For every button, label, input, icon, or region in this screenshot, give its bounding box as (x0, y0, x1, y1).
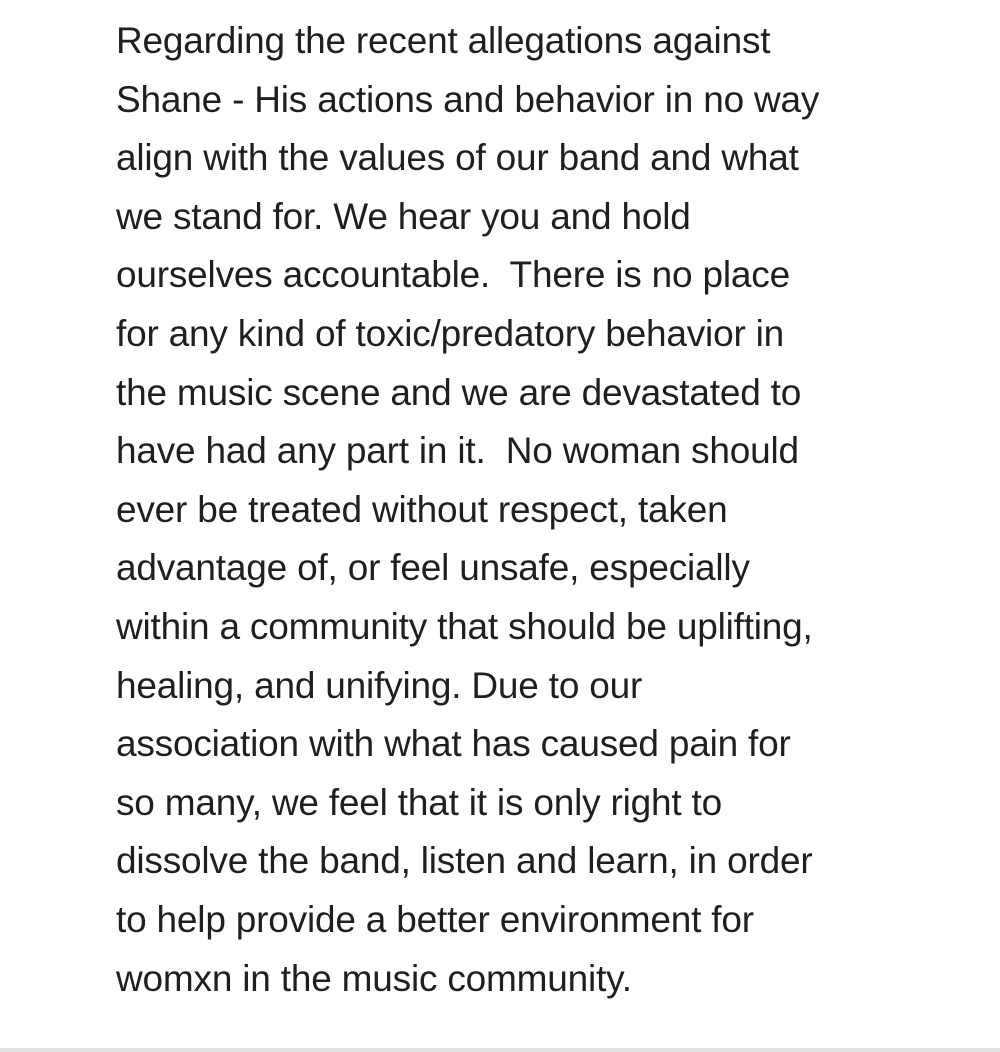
statement-line: association with what has caused pain for (116, 723, 791, 765)
statement-line: advantage of, or feel unsafe, especially (116, 547, 750, 589)
statement-text-block (116, 12, 996, 1008)
statement-line: Shane - His actions and behavior in no way (116, 78, 820, 120)
bottom-divider (0, 1048, 1000, 1052)
statement-line: ever be treated without respect, taken (116, 488, 728, 530)
statement-line: Regarding the recent allegations against (116, 20, 771, 61)
statement-line: within a community that should be uplifting, (116, 605, 813, 647)
statement-line: for any kind of toxic/predatory behavior in (116, 312, 785, 354)
statement-line: align with the values of our band and what (116, 137, 799, 179)
statement-line: womxn in the music community. (116, 957, 632, 999)
statement-line: have had any part in it. No woman should (116, 430, 799, 472)
statement-line: so many, we feel that it is only right to (116, 781, 723, 823)
statement-line: dissolve the band, listen and learn, in order (116, 840, 813, 882)
statement-line: healing, and unifying. Due to our (116, 664, 643, 706)
statement-line: we stand for. We hear you and hold (116, 195, 691, 237)
statement-line: the music scene and we are devastated to (116, 371, 802, 413)
statement-line: ourselves accountable. There is no place (116, 254, 790, 296)
statement-line: to help provide a better environment for (116, 898, 754, 940)
